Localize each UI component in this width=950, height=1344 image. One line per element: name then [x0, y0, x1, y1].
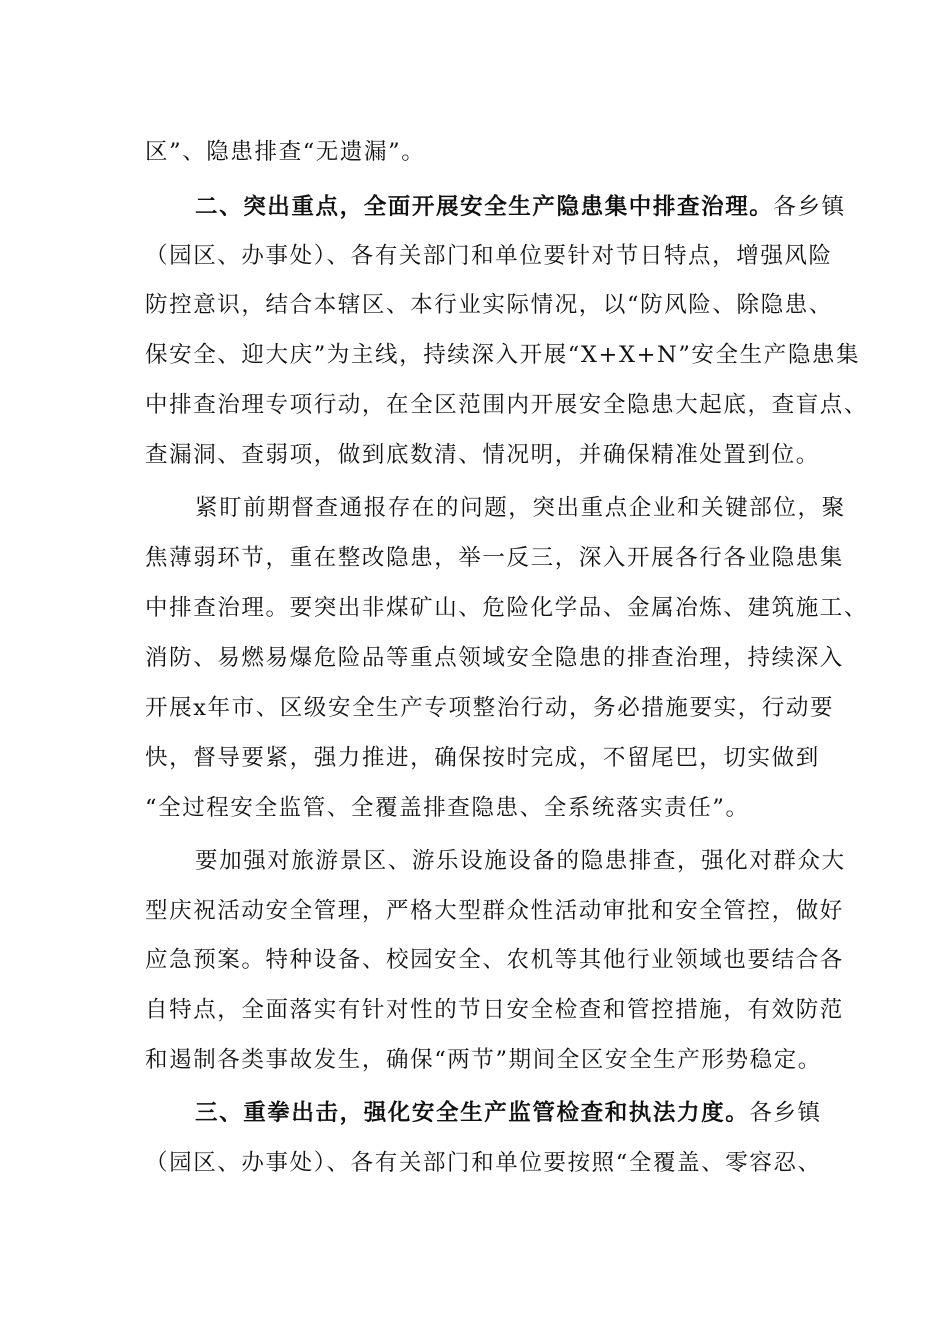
para2-line: “全过程安全监管、全覆盖排查隐患、全系统落实责任”。: [145, 795, 750, 821]
para3-line: 型庆祝活动安全管理，严格大型群众性活动审批和安全管控，做好: [145, 898, 844, 924]
para2-line: 中排查治理。要突出非煤矿山、危险化学品、金属冶炼、建筑施工、: [145, 595, 869, 621]
para3-line: 自特点，全面落实有针对性的节日安全检查和管控措施，有效防范: [145, 997, 844, 1023]
section2-line: 保安全、迎大庆”为主线，持续深入开展“X+X+N”安全生产隐患集: [145, 342, 861, 368]
para2-line: 焦薄弱环节，重在整改隐患，举一反三，深入开展各行各业隐患集: [145, 545, 844, 571]
section2-line: 查漏洞、查弱项，做到底数清、情况明，并确保精准处置到位。: [145, 442, 820, 468]
section2-heading: 二、突出重点，全面开展安全生产隐患集中排查治理。: [195, 194, 774, 220]
para2-line: 开展x年市、区级安全生产专项整治行动，务必措施要实，行动要: [145, 695, 835, 721]
para2-line: 消防、易燃易爆危险品等重点领域安全隐患的排查治理，持续深入: [145, 645, 844, 671]
intro-line: 区”、隐患排查“无遗漏”。: [145, 139, 426, 165]
section2-heading-tail: 各乡镇: [773, 194, 846, 220]
para3-line: 和遏制各类事故发生，确保“两节”期间全区安全生产形势稳定。: [145, 1047, 822, 1073]
para2-line: 快，督导要紧，强力推进，确保按时完成，不留尾巴，切实做到: [145, 745, 820, 771]
para3-line: 应急预案。特种设备、校园安全、农机等其他行业领域也要结合各: [145, 947, 844, 973]
section3-heading: 三、重拳出击，强化安全生产监管检查和执法力度。: [195, 1100, 750, 1126]
section3-line: （园区、办事处）、各有关部门和单位要按照“全覆盖、零容忍、: [145, 1150, 822, 1176]
section2-heading-line: [195, 192, 846, 222]
section2-line: （园区、办事处）、各有关部门和单位要针对节日特点，增强风险: [145, 243, 833, 269]
section3-heading-line: [195, 1098, 822, 1128]
section2-line: 中排查治理专项行动，在全区范围内开展安全隐患大起底，查盲点、: [145, 392, 869, 418]
para2-line: 紧盯前期督查通报存在的问题，突出重点企业和关键部位，聚: [195, 495, 846, 521]
section2-line: 防控意识，结合本辖区、本行业实际情况，以“防风险、除隐患、: [145, 292, 833, 318]
para3-line: 要加强对旅游景区、游乐设施设备的隐患排查，强化对群众大: [195, 848, 846, 874]
section3-heading-tail: 各乡镇: [749, 1100, 822, 1126]
